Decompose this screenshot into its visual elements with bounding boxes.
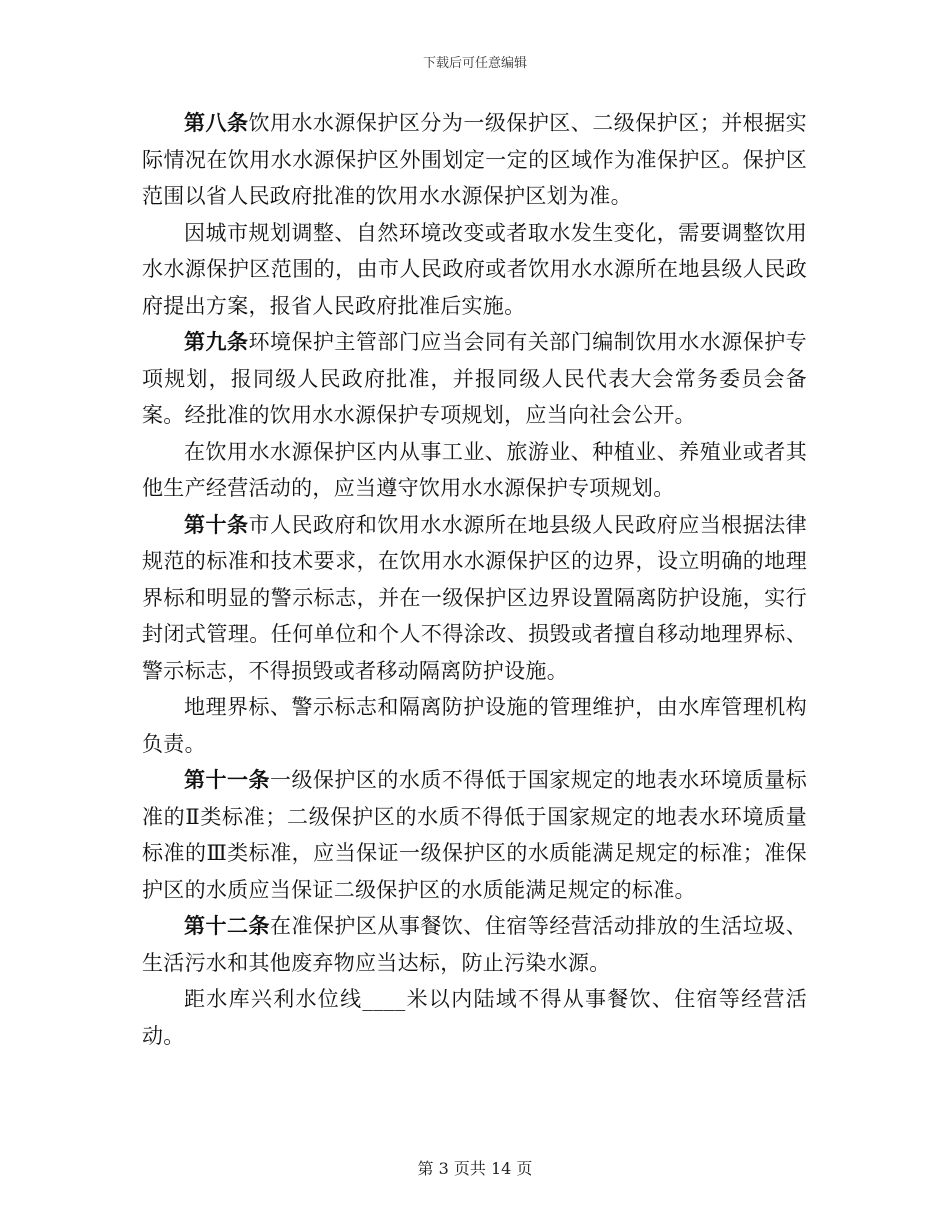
paragraph-text: 环境保护主管部门应当会同有关部门编制饮用水水源保护专项规划，报同级人民政府批准，并报同级人民代表大会常务委员会备案。经批准的饮用水水源保护专项规划，应当向社会公开。 xyxy=(142,330,807,427)
document-body xyxy=(142,105,807,1054)
paragraph-text: 市人民政府和饮用水水源所在地县级人民政府应当根据法律规范的标准和技术要求，在饮用水水源保护区的边界，设立明确的地理界标和明显的警示标志，并在一级保护区边界设置隔离防护设施，实行封闭式管理。任何单位和个人不得涂改、损毁或者擅自移动地理界标、警示标志，不得损毁或者移动隔离防护设施。 xyxy=(142,512,807,683)
page-header: 下载后可任意编辑 xyxy=(422,56,527,71)
paragraph-article-12 xyxy=(142,908,807,981)
paragraph-text: 距水库兴利水位线____米以内陆域不得从事餐饮、住宿等经营活动。 xyxy=(142,987,807,1048)
article-number: 第八条 xyxy=(184,110,249,135)
paragraph-article-9 xyxy=(142,324,807,434)
article-number: 第十一条 xyxy=(184,767,270,792)
paragraph-text: 一级保护区的水质不得低于国家规定的地表水环境质量标准的Ⅱ类标准；二级保护区的水质不得低于国家规定的地表水环境质量标准的Ⅲ类标准，应当保证一级保护区的水质能满足规定的标准；准保护区的水质应当保证二级保护区的水质能满足规定的标准。 xyxy=(142,768,808,902)
paragraph-text: 在准保护区从事餐饮、住宿等经营活动排放的生活垃圾、生活污水和其他废弃物应当达标，防止污染水源。 xyxy=(142,914,808,975)
paragraph-article-10 xyxy=(142,507,807,690)
article-number: 第十条 xyxy=(184,511,249,537)
paragraph-text: 在饮用水水源保护区内从事工业、旅游业、种植业、养殖业或者其他生产经营活动的，应当遵守饮用水水源保护专项规划。 xyxy=(142,439,807,500)
paragraph-text: 因城市规划调整、自然环境改变或者取水发生变化，需要调整饮用水水源保护区范围的，由市人民政府或者饮用水水源所在地县级人民政府提出方案，报省人民政府批准后实施。 xyxy=(142,220,807,318)
page-footer: 第 3 页共 14 页 xyxy=(417,1159,533,1178)
paragraph xyxy=(142,981,807,1054)
paragraph xyxy=(142,689,807,762)
paragraph xyxy=(142,215,807,325)
article-number: 第九条 xyxy=(184,329,249,354)
paragraph-article-8 xyxy=(142,105,807,215)
article-number: 第十二条 xyxy=(184,913,270,938)
paragraph xyxy=(142,434,807,507)
paragraph-text: 饮用水水源保护区分为一级保护区、二级保护区；并根据实际情况在饮用水水源保护区外围划定一定的区域作为准保护区。保护区范围以省人民政府批准的饮用水水源保护区划为准。 xyxy=(142,111,807,208)
paragraph-article-11 xyxy=(142,762,807,908)
paragraph-text: 地理界标、警示标志和隔离防护设施的管理维护，由水库管理机构负责。 xyxy=(142,695,807,756)
